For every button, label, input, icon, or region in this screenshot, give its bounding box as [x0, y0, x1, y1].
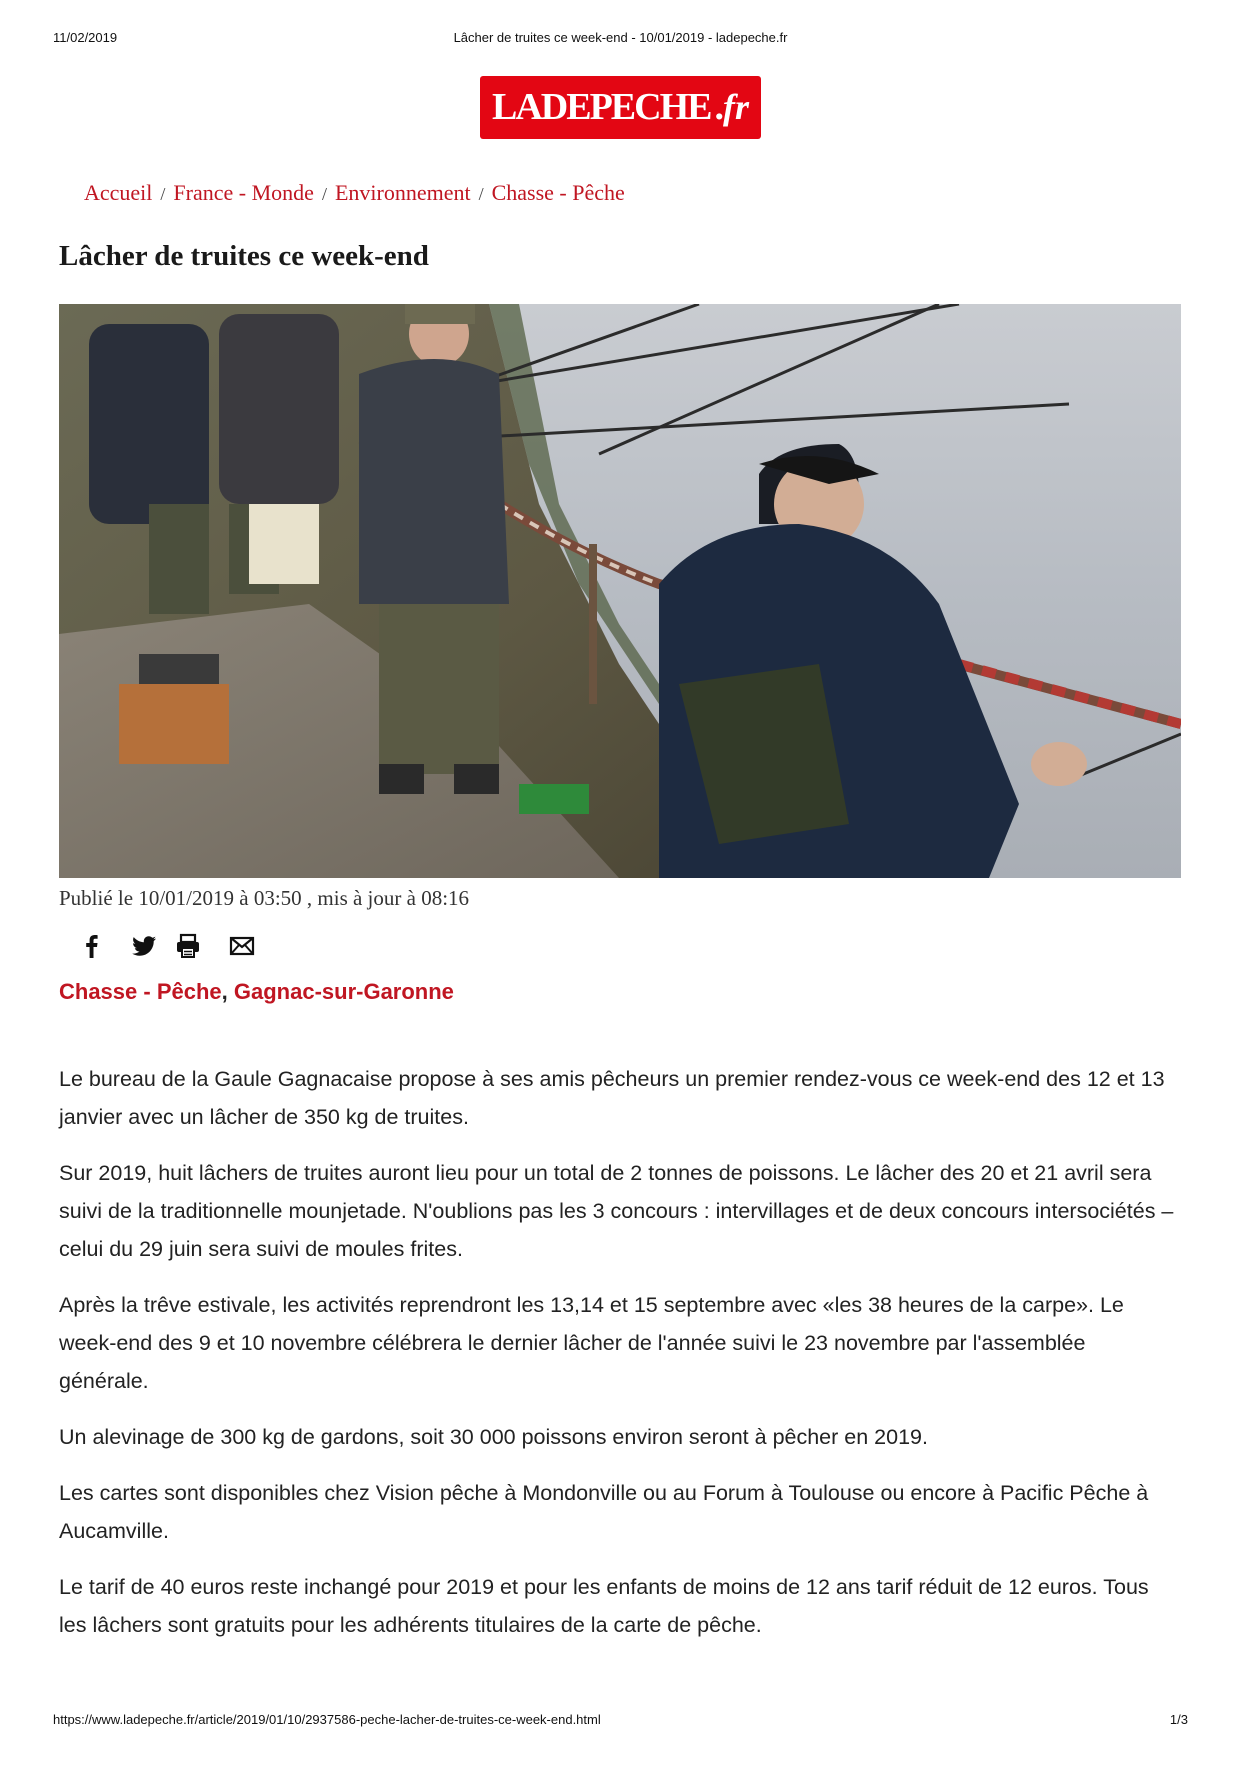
print-header: [53, 30, 1188, 50]
article-tags: [59, 979, 454, 1005]
print-footer: [53, 1712, 1188, 1732]
breadcrumb-separator: /: [160, 184, 166, 204]
article-paragraph: Les cartes sont disponibles chez Vision pêche à Mondonville ou au Forum à Toulouse ou encore à Pacific Pêche à Aucamville.: [59, 1481, 1149, 1543]
article-paragraph: Un alevinage de 300 kg de gardons, soit 30 000 poissons environ seront à pêcher en 2019.: [59, 1425, 928, 1449]
ladepeche-logo[interactable]: [480, 76, 761, 139]
print-url: https://www.ladepeche.fr/article/2019/01/10/2937586-peche-lacher-de-truites-ce-week-end.html: [53, 1712, 601, 1727]
twitter-icon[interactable]: [130, 932, 158, 960]
breadcrumb-separator: /: [321, 184, 327, 204]
tag-gagnac-sur-garonne[interactable]: Gagnac-sur-Garonne: [233, 979, 454, 1004]
email-icon[interactable]: [228, 932, 256, 960]
article-paragraph: Le bureau de la Gaule Gagnacaise propose à ses amis pêcheurs un premier rendez-vous ce week-end des 12 et 13 janvier avec un lâcher de 350 kg de truites.: [59, 1067, 1165, 1129]
logo-dot: .: [714, 86, 722, 128]
logo-container: [0, 76, 1241, 139]
tag-separator: ,: [221, 979, 234, 1004]
breadcrumb-environnement[interactable]: Environnement: [334, 180, 471, 205]
article-paragraph: Le tarif de 40 euros reste inchangé pour 2019 et pour les enfants de moins de 12 ans tarif réduit de 12 euros. Tous les lâchers sont gratuits pour les adhérents titulaires de la carte de pêche.: [59, 1575, 1149, 1637]
article-paragraph: Sur 2019, huit lâchers de truites auront lieu pour un total de 2 tonnes de poissons. Le lâcher des 20 et 21 avril sera suivi de la traditionnelle mounjetade. N'oublions pas les 3 concours : intervillages et de deux concours intersociétés – celui du 29 juin sera suivi de moules frites.: [59, 1161, 1174, 1261]
breadcrumb-separator: /: [478, 184, 484, 204]
article-body: [59, 1060, 1181, 1662]
breadcrumb: [84, 180, 625, 206]
tag-chasse-peche[interactable]: Chasse - Pêche: [59, 979, 222, 1004]
article-photo: [59, 304, 1181, 878]
facebook-icon[interactable]: [78, 932, 106, 960]
logo-text: LADEPECHE: [492, 86, 711, 128]
print-date: 11/02/2019: [53, 30, 118, 45]
published-date: Publié le 10/01/2019 à 03:50 , mis à jour à 08:16: [59, 886, 470, 910]
article-title: Lâcher de truites ce week-end: [59, 240, 429, 272]
breadcrumb-chasse-peche[interactable]: Chasse - Pêche: [491, 180, 625, 205]
page-number: 1/3: [1169, 1712, 1188, 1727]
breadcrumb-accueil[interactable]: Accueil: [84, 180, 153, 205]
print-title: Lâcher de truites ce week-end - 10/01/2019 - ladepeche.fr: [453, 30, 788, 45]
print-icon[interactable]: [174, 932, 202, 960]
breadcrumb-france-monde[interactable]: France - Monde: [173, 180, 314, 205]
article-paragraph: Après la trêve estivale, les activités reprendront les 13,14 et 15 septembre avec «les 38 heures de la carpe». Le week-end des 9 et 10 novembre célébrera le dernier lâcher de l'année suivi le 23 novembre par l'assemblée générale.: [59, 1293, 1124, 1393]
logo-suffix: fr: [722, 87, 749, 127]
